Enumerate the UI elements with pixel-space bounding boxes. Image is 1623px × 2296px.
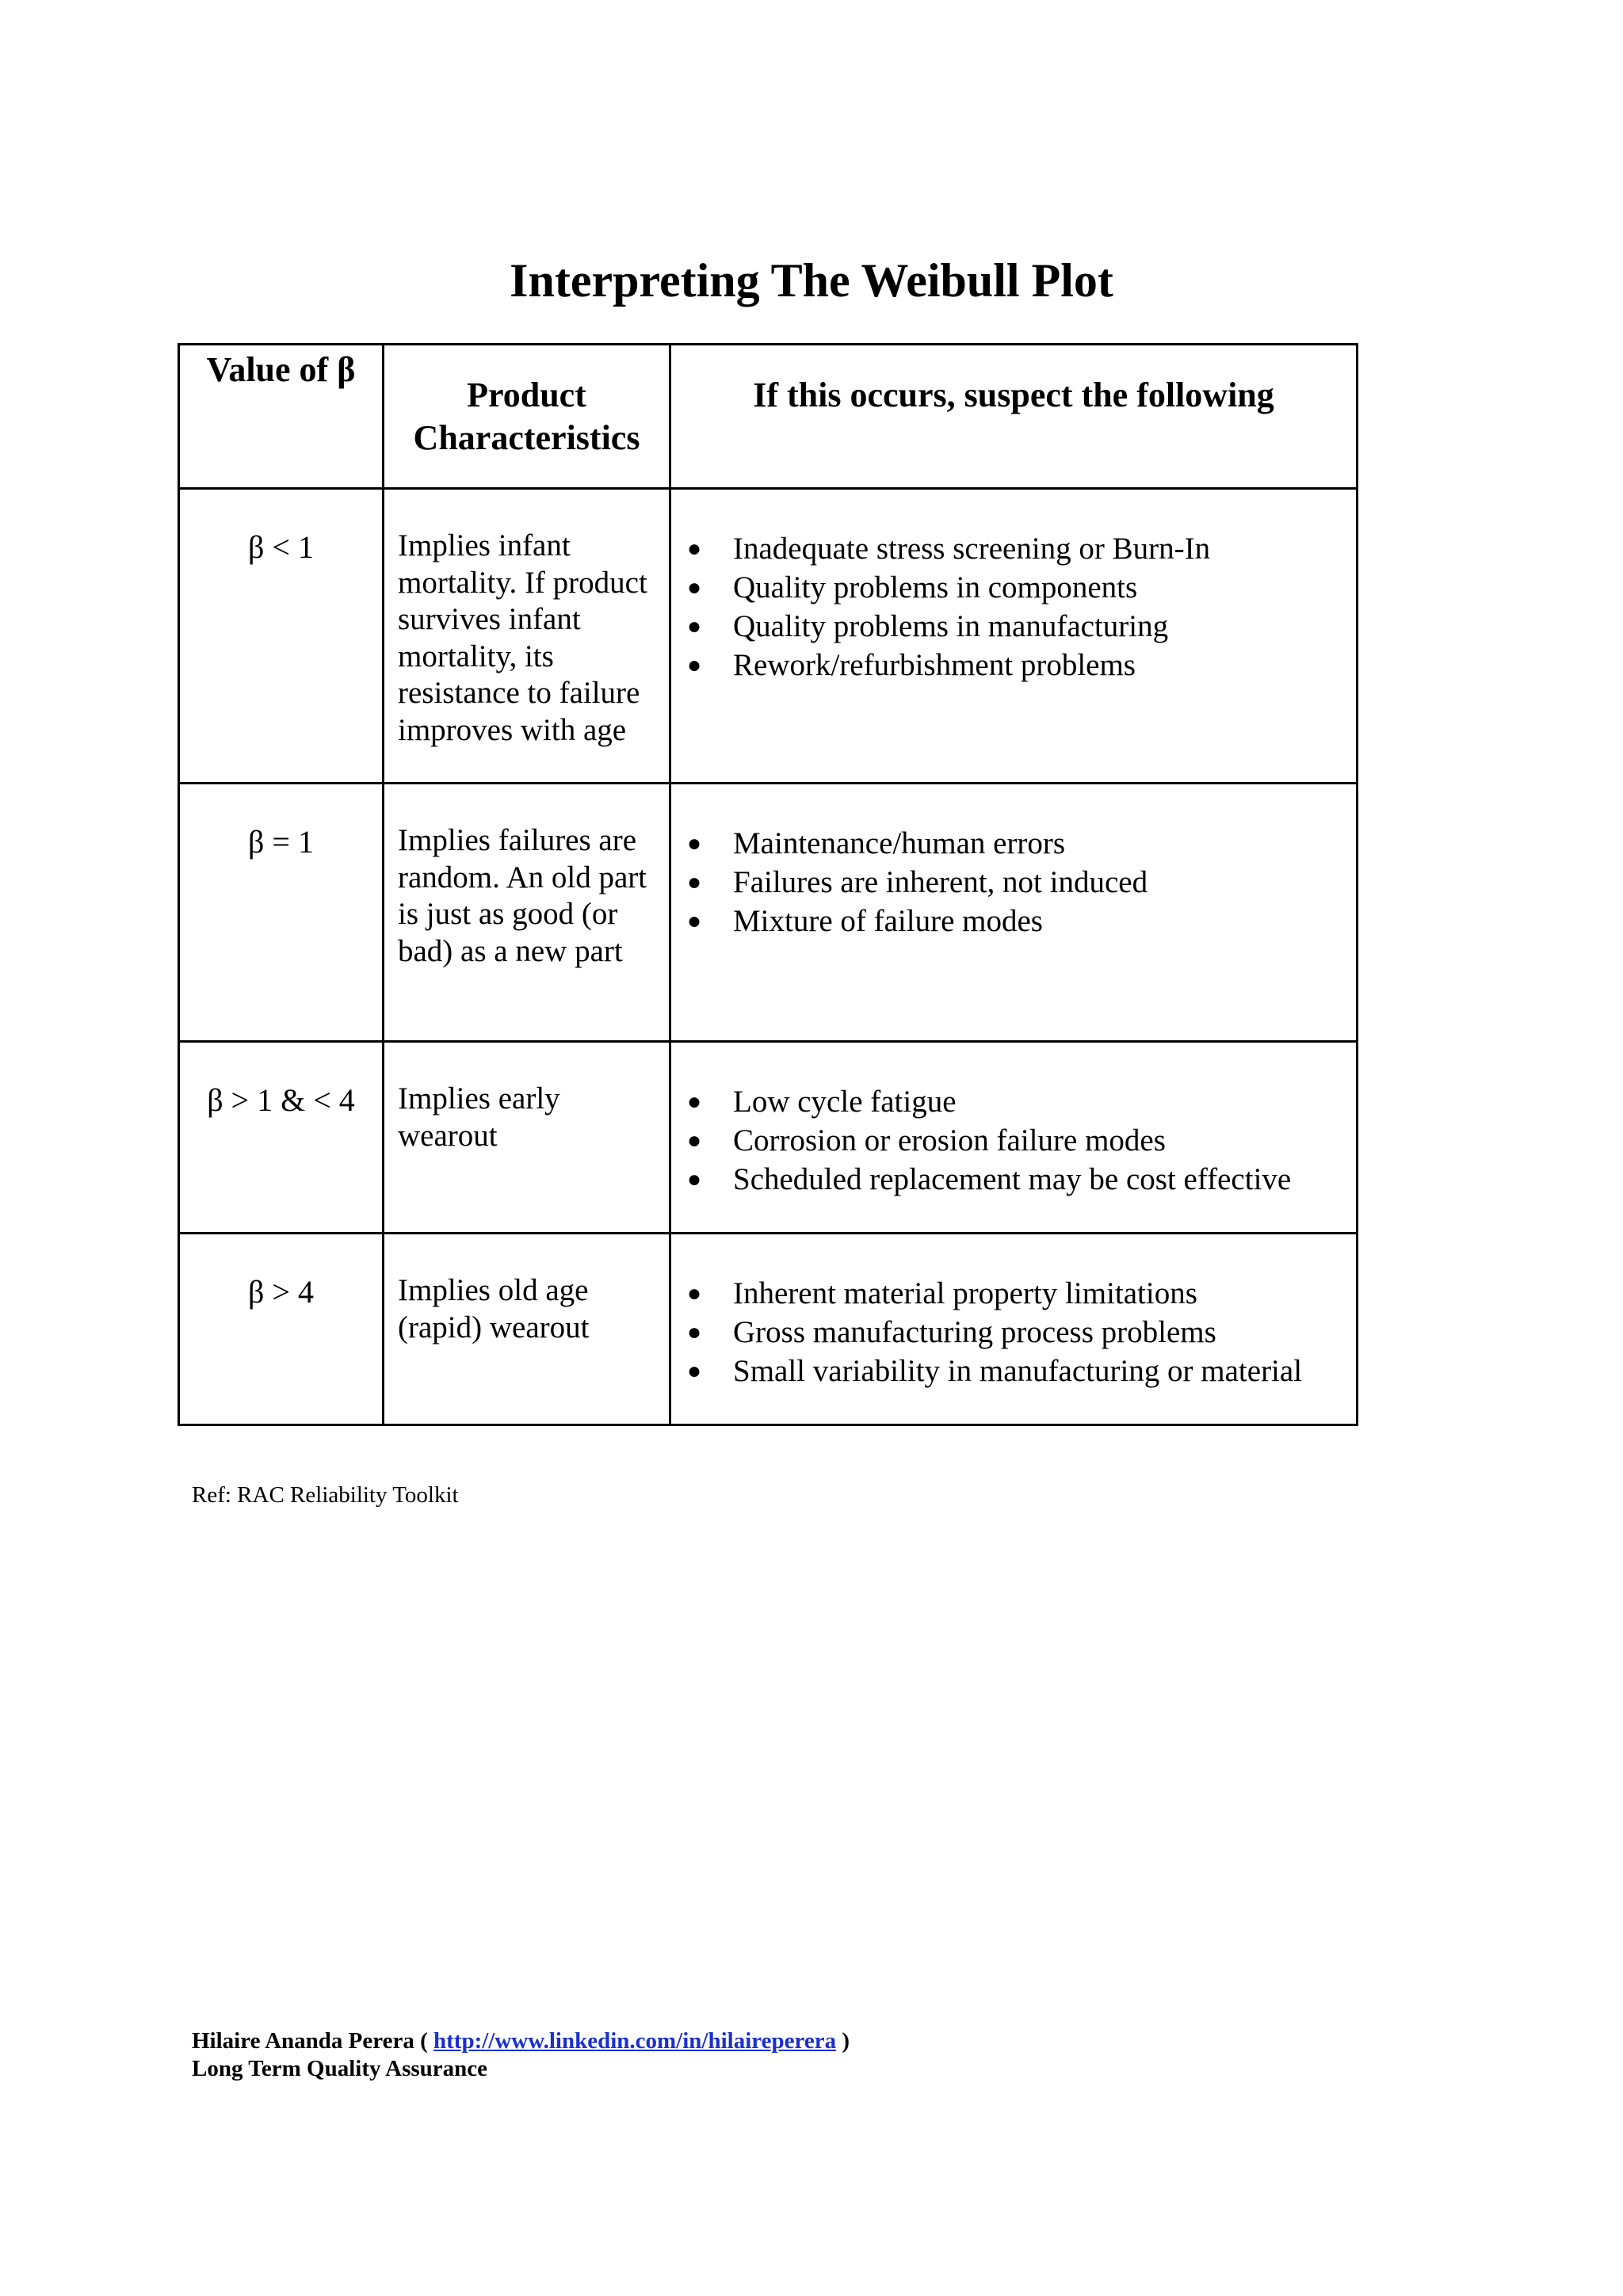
linkedin-link[interactable]: http://www.linkedin.com/in/hilaireperera (433, 2028, 837, 2054)
footer-author-line (192, 2027, 850, 2055)
suspect-list (670, 489, 1358, 784)
list-item: ● Gross manufacturing process problems (733, 1313, 1356, 1352)
bullet-icon: ● (687, 1127, 702, 1154)
author-name: Hilaire Ananda Perera ( (192, 2028, 428, 2054)
suspect-list (670, 1042, 1358, 1234)
organization: Long Term Quality Assurance (192, 2056, 488, 2081)
beta-value: β < 1 (179, 489, 384, 784)
list-item: ● Low cycle fatigue (733, 1082, 1356, 1121)
table-row (179, 784, 1358, 1042)
bullet-icon: ● (687, 574, 702, 601)
product-characteristics: Implies old age (rapid) wearout (384, 1234, 670, 1425)
list-item: ● Small variability in manufacturing or material (733, 1352, 1356, 1390)
table-row (179, 1042, 1358, 1234)
bullet-icon: ● (687, 1358, 702, 1384)
table-header-row (179, 345, 1358, 489)
bullet-icon: ● (687, 536, 702, 562)
list-item: ● Inadequate stress screening or Burn-In (733, 529, 1356, 568)
suspect-list (670, 1234, 1358, 1425)
beta-value: β > 1 & < 4 (179, 1042, 384, 1234)
bullet-icon: ● (687, 1280, 702, 1306)
weibull-table (178, 343, 1358, 1426)
author-close: ) (842, 2028, 850, 2054)
product-characteristics: Implies early wearout (384, 1042, 670, 1234)
product-characteristics: Implies failures are random. An old part is just as good (or bad) as a new part (384, 784, 670, 1042)
bullet-icon: ● (687, 613, 702, 639)
header-beta: Value of β (179, 345, 384, 489)
bullet-icon: ● (687, 908, 702, 934)
list-item: ● Inherent material property limitations (733, 1274, 1356, 1313)
header-product-characteristics: Product Characteristics (384, 345, 670, 489)
bullet-icon: ● (687, 1319, 702, 1345)
list-item: ● Scheduled replacement may be cost effective (733, 1160, 1356, 1199)
bullet-icon: ● (687, 652, 702, 678)
page-title: Interpreting The Weibull Plot (510, 254, 1113, 307)
reference-note: Ref: RAC Reliability Toolkit (192, 1482, 459, 1508)
list-item: ● Maintenance/human errors (733, 824, 1356, 863)
bullet-icon: ● (687, 1166, 702, 1192)
bullet-icon: ● (687, 869, 702, 895)
bullet-icon: ● (687, 830, 702, 856)
list-item: ● Mixture of failure modes (733, 902, 1356, 940)
table-row (179, 1234, 1358, 1425)
beta-value: β > 4 (179, 1234, 384, 1425)
list-item: ● Rework/refurbishment problems (733, 646, 1356, 685)
product-characteristics: Implies infant mortality. If product survives infant mortality, its resistance to failure improves with age (384, 489, 670, 784)
table-row (179, 489, 1358, 784)
list-item: ● Quality problems in manufacturing (733, 607, 1356, 646)
list-item: ● Failures are inherent, not induced (733, 863, 1356, 902)
beta-value: β = 1 (179, 784, 384, 1042)
list-item: ● Corrosion or erosion failure modes (733, 1121, 1356, 1160)
list-item: ● Quality problems in components (733, 568, 1356, 607)
header-suspect: If this occurs, suspect the following (670, 345, 1358, 489)
bullet-icon: ● (687, 1089, 702, 1115)
suspect-list (670, 784, 1358, 1042)
footer (192, 2027, 850, 2083)
